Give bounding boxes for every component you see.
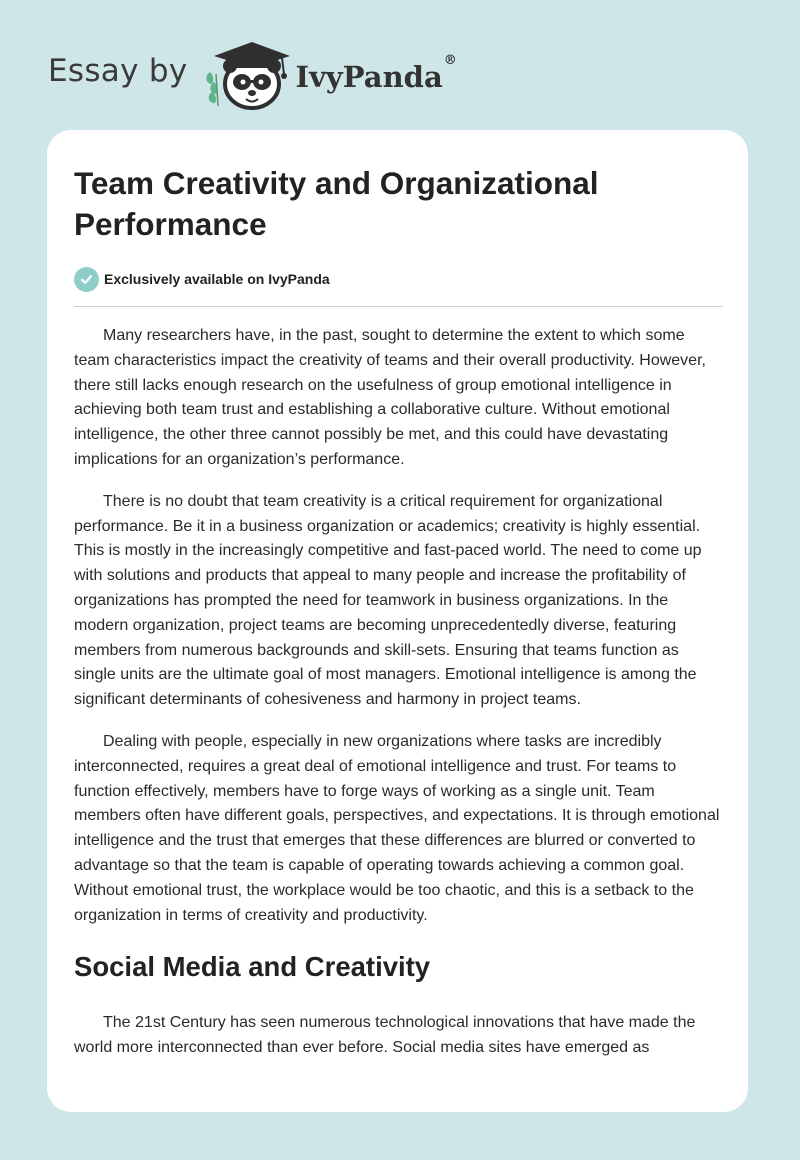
brand-label: IvyPanda: [295, 60, 443, 94]
section-heading: Social Media and Creativity: [74, 951, 431, 983]
brand-name: [295, 53, 457, 94]
essay-content: [74, 163, 724, 1061]
paragraph-1: Many researchers have, in the past, sought to determine the extent to which some team characteristics impact the creativity of teams and their overall productivity. However, there still lacks enough research on the usefulness of group emotional intelligence in achieving both team trust and establishing a collaborative culture. Without emotional intelligence, the other three cannot possibly be met, and this could have devastating implications for an organization’s performance.: [74, 327, 706, 468]
exclusive-badge: [74, 265, 724, 293]
registered-mark: ®: [443, 53, 457, 69]
essay-by-label: Essay by: [48, 53, 188, 89]
paragraph-3: Dealing with people, especially in new organizations where tasks are incredibly interconnected, requires a great deal of emotional intelligence and trust. For teams to function effectively, members have to forge ways of working as a single unit. Team members often have different goals, perspectives, and expectations. It is through emotional intelligence and the trust that emerges that these differences are blurred or converted to advantage so that the team is capable of operating towards achieving a common goal. Without emotional trust, the workplace would be too chaotic, and this is a setback to the organization in terms of creativity and productivity.: [74, 732, 720, 924]
paragraph-4: The 21st Century has seen numerous technological innovations that have made the world more interconnected than ever before. Social media sites have emerged as: [74, 1014, 696, 1057]
exclusive-badge-label: Exclusively available on IvyPanda: [104, 271, 330, 287]
paragraph-2: There is no doubt that team creativity is a critical requirement for organizational performance. Be it in a business organization or academics; creativity is highly essential. This is mostly in the increasingly competitive and fast-paced world. The need to come up with solutions and products that appeal to many people and increase the profitability of organizations has prompted the need for teamwork in business organizations. In the modern organization, project teams are becoming unprecedentedly diverse, featuring members from numerous backgrounds and skill-sets. Ensuring that teams function as single units are the ultimate goal of most managers. Emotional intelligence is among the significant determinants of cohesiveness and harmony in project teams.: [74, 492, 702, 709]
divider: [74, 306, 723, 307]
essay-card: [47, 130, 748, 1112]
site-header: [48, 34, 457, 114]
essay-title: Team Creativity and Organizational Performance: [74, 165, 599, 242]
check-icon: [74, 267, 99, 292]
panda-logo-icon: [202, 36, 292, 112]
